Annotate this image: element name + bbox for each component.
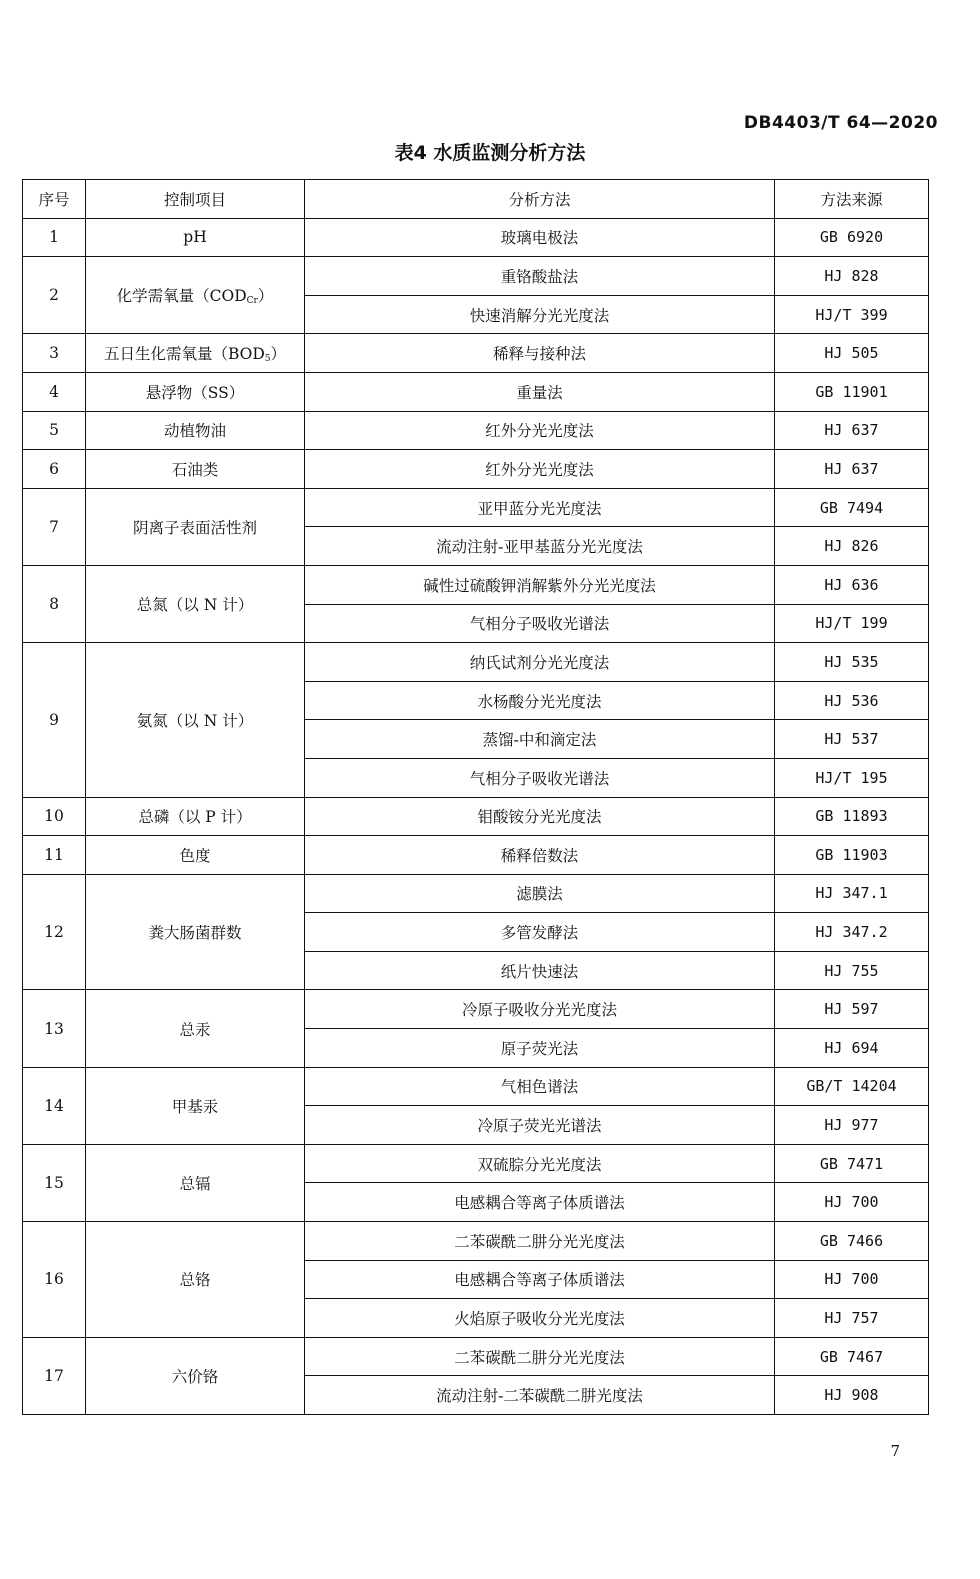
control-item-label: 五日生化需氧量（BOD: [103, 345, 265, 364]
table-row: [23, 372, 929, 411]
analysis-method: 重铬酸盐法: [305, 257, 775, 296]
control-item: [86, 1144, 305, 1221]
control-item: [86, 797, 305, 836]
table-row: [23, 1067, 929, 1106]
control-item: [86, 334, 305, 373]
control-item-suffix: ）: [270, 345, 287, 364]
row-number: 8: [23, 565, 86, 642]
row-number: 5: [23, 411, 86, 450]
control-item-subscript: 5: [264, 354, 271, 365]
analysis-method: 碱性过硫酸钾消解紫外分光光度法: [305, 565, 775, 604]
control-item: [86, 836, 305, 875]
row-number: 3: [23, 334, 86, 373]
control-item: [86, 643, 305, 797]
method-source: GB 7466: [775, 1222, 929, 1261]
col-header-method: 分析方法: [305, 180, 775, 219]
method-source: HJ 537: [775, 720, 929, 759]
analysis-method: 亚甲蓝分光光度法: [305, 488, 775, 527]
control-item-label: 六价铬: [171, 1367, 219, 1386]
analysis-method: 电感耦合等离子体质谱法: [305, 1260, 775, 1299]
analysis-method: 流动注射-亚甲基蓝分光光度法: [305, 527, 775, 566]
control-item: [86, 565, 305, 642]
method-source: GB 11903: [775, 836, 929, 875]
table-row: [23, 643, 929, 682]
analysis-method: 冷原子荧光光谱法: [305, 1106, 775, 1145]
analysis-method: 钼酸铵分光光度法: [305, 797, 775, 836]
method-source: GB 6920: [775, 218, 929, 257]
control-item: [86, 874, 305, 990]
analysis-method: 滤膜法: [305, 874, 775, 913]
analysis-method: 纳氏试剂分光光度法: [305, 643, 775, 682]
method-source: HJ 826: [775, 527, 929, 566]
analysis-method: 纸片快速法: [305, 951, 775, 990]
row-number: 6: [23, 450, 86, 489]
method-source: GB 11893: [775, 797, 929, 836]
row-number: 10: [23, 797, 86, 836]
analysis-method: 蒸馏-中和滴定法: [305, 720, 775, 759]
row-number: 9: [23, 643, 86, 797]
method-source: GB 7494: [775, 488, 929, 527]
table-row: [23, 218, 929, 257]
row-number: 4: [23, 372, 86, 411]
analysis-method: 二苯碳酰二肼分光光度法: [305, 1222, 775, 1261]
control-item-subscript: Cr: [246, 296, 258, 307]
table-body: [23, 218, 929, 1414]
analysis-method: 电感耦合等离子体质谱法: [305, 1183, 775, 1222]
control-item-label: 阴离子表面活性剂: [132, 518, 257, 537]
table-row: [23, 836, 929, 875]
method-source: HJ 700: [775, 1260, 929, 1299]
method-source: HJ 700: [775, 1183, 929, 1222]
control-item-label: 总氮（以 N 计）: [136, 596, 254, 615]
control-item: [86, 450, 305, 489]
control-item: [86, 1222, 305, 1338]
method-source: HJ 347.2: [775, 913, 929, 952]
control-item-label: 总镉: [179, 1174, 211, 1193]
table-row: [23, 257, 929, 296]
row-number: 16: [23, 1222, 86, 1338]
control-item-label: 总磷（以 P 计）: [138, 808, 252, 827]
analysis-method: 快速消解分光光度法: [305, 295, 775, 334]
method-source: HJ 757: [775, 1299, 929, 1338]
analysis-method: 红外分光光度法: [305, 450, 775, 489]
col-header-item: 控制项目: [86, 180, 305, 219]
analysis-method: 火焰原子吸收分光光度法: [305, 1299, 775, 1338]
control-item-label: 氨氮（以 N 计）: [136, 711, 254, 730]
analysis-method: 二苯碳酰二肼分光光度法: [305, 1337, 775, 1376]
method-source: HJ 637: [775, 450, 929, 489]
page-number: 7: [890, 1442, 900, 1460]
table-row: [23, 411, 929, 450]
col-header-source: 方法来源: [775, 180, 929, 219]
control-item-suffix: ）: [257, 287, 274, 306]
row-number: 1: [23, 218, 86, 257]
method-source: HJ 755: [775, 951, 929, 990]
control-item: [86, 372, 305, 411]
control-item-label: 粪大肠菌群数: [148, 924, 242, 943]
analysis-method: 双硫腙分光光度法: [305, 1144, 775, 1183]
method-source: HJ 505: [775, 334, 929, 373]
analysis-method: 红外分光光度法: [305, 411, 775, 450]
table-row: [23, 450, 929, 489]
method-source: HJ 535: [775, 643, 929, 682]
table-header-row: [23, 180, 929, 219]
analysis-method: 水杨酸分光光度法: [305, 681, 775, 720]
table-row: [23, 1337, 929, 1376]
control-item-label: 总汞: [179, 1020, 211, 1039]
method-source: GB 11901: [775, 372, 929, 411]
table-title: 表4 水质监测分析方法: [394, 142, 586, 164]
row-number: 2: [23, 257, 86, 334]
control-item-label: 色度: [179, 846, 211, 865]
control-item: [86, 1067, 305, 1144]
method-source: HJ/T 199: [775, 604, 929, 643]
method-source: GB 7471: [775, 1144, 929, 1183]
method-source: GB 7467: [775, 1337, 929, 1376]
control-item: [86, 488, 305, 565]
analysis-method: 玻璃电极法: [305, 218, 775, 257]
control-item: [86, 411, 305, 450]
control-item: [86, 257, 305, 334]
row-number: 13: [23, 990, 86, 1067]
document-code: DB4403/T 64—2020: [743, 113, 938, 133]
table-row: [23, 1222, 929, 1261]
analysis-method: 冷原子吸收分光光度法: [305, 990, 775, 1029]
analysis-method: 气相分子吸收光谱法: [305, 604, 775, 643]
method-source: HJ/T 399: [775, 295, 929, 334]
control-item-label: 悬浮物（SS）: [145, 383, 245, 402]
analysis-method: 重量法: [305, 372, 775, 411]
method-source: HJ 536: [775, 681, 929, 720]
control-item-label: pH: [183, 228, 207, 247]
table-row: [23, 797, 929, 836]
method-source: HJ 977: [775, 1106, 929, 1145]
analysis-method: 流动注射-二苯碳酰二肼光度法: [305, 1376, 775, 1415]
row-number: 15: [23, 1144, 86, 1221]
table-row: [23, 565, 929, 604]
control-item-label: 甲基汞: [171, 1097, 219, 1116]
method-source: GB/T 14204: [775, 1067, 929, 1106]
control-item: [86, 218, 305, 257]
control-item-label: 总铬: [179, 1271, 211, 1290]
method-source: HJ 828: [775, 257, 929, 296]
analysis-method: 多管发酵法: [305, 913, 775, 952]
analysis-method: 气相分子吸收光谱法: [305, 758, 775, 797]
analysis-method: 稀释与接种法: [305, 334, 775, 373]
method-source: HJ 597: [775, 990, 929, 1029]
control-item-label: 化学需氧量（COD: [116, 287, 247, 306]
table-row: [23, 990, 929, 1029]
water-quality-methods-table: [22, 179, 929, 1415]
row-number: 7: [23, 488, 86, 565]
method-source: HJ 637: [775, 411, 929, 450]
method-source: HJ 694: [775, 1029, 929, 1068]
method-source: HJ 908: [775, 1376, 929, 1415]
table-row: [23, 1144, 929, 1183]
method-source: HJ/T 195: [775, 758, 929, 797]
table-row: [23, 488, 929, 527]
method-source: HJ 347.1: [775, 874, 929, 913]
row-number: 11: [23, 836, 86, 875]
analysis-method: 原子荧光法: [305, 1029, 775, 1068]
method-source: HJ 636: [775, 565, 929, 604]
row-number: 14: [23, 1067, 86, 1144]
col-header-no: 序号: [23, 180, 86, 219]
table-row: [23, 334, 929, 373]
row-number: 17: [23, 1337, 86, 1414]
analysis-method: 气相色谱法: [305, 1067, 775, 1106]
control-item-label: 石油类: [171, 460, 219, 479]
control-item: [86, 990, 305, 1067]
table-row: [23, 874, 929, 913]
control-item-label: 动植物油: [163, 422, 226, 441]
control-item: [86, 1337, 305, 1414]
row-number: 12: [23, 874, 86, 990]
analysis-method: 稀释倍数法: [305, 836, 775, 875]
